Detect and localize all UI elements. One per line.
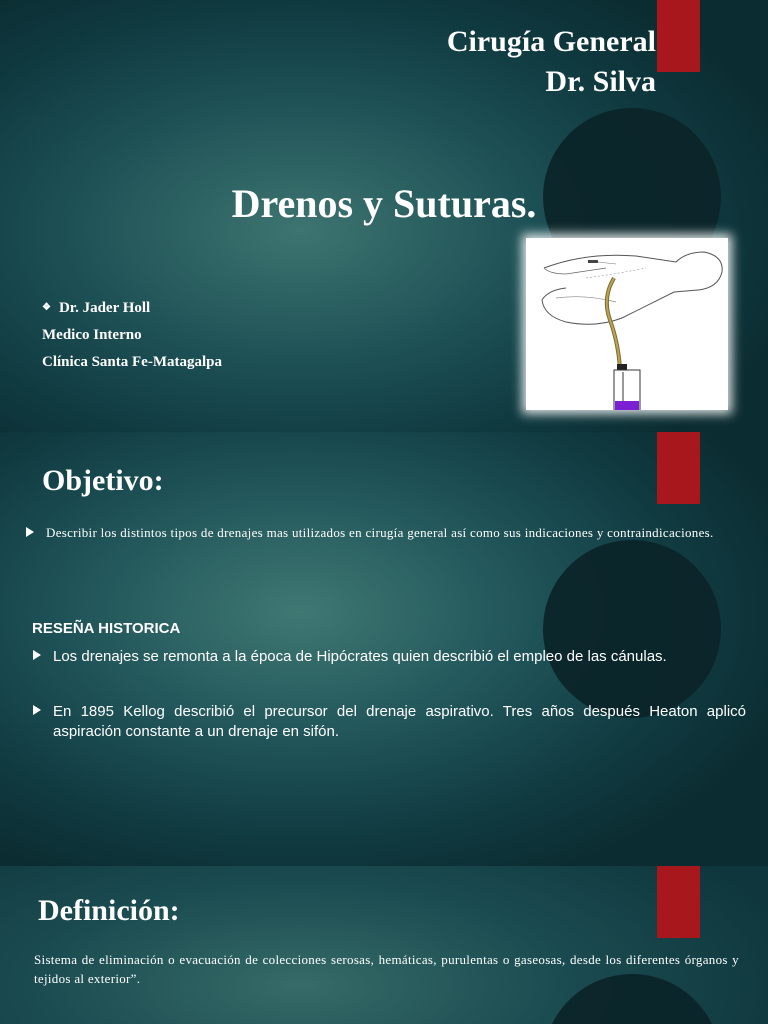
objective-text: Describir los distintos tipos de drenajes mas utilizados en cirugía general así como sus indicaciones y contraindicaciones. xyxy=(46,525,714,540)
history-heading: RESEÑA HISTORICA xyxy=(32,620,181,637)
author-institution: Clínica Santa Fe-Matagalpa xyxy=(42,354,222,370)
author-line xyxy=(42,294,222,322)
decorative-circle xyxy=(543,540,721,718)
definition-slide xyxy=(0,866,768,1024)
accent-bar xyxy=(657,0,700,72)
history-item: En 1895 Kellog describió el precursor del drenaje aspirativo. Tres años después Heaton aplicó aspiración constante a un drenaje en sifón. xyxy=(53,703,746,740)
author-role: Medico Interno xyxy=(42,327,142,343)
bullet-arrow-icon xyxy=(33,705,41,715)
chest-drainage-icon xyxy=(526,238,728,410)
objective-slide xyxy=(0,432,768,866)
chest-drainage-figure xyxy=(526,238,728,410)
course-title: Cirugía General xyxy=(446,25,656,58)
definition-heading: Definición: xyxy=(38,894,180,927)
author-block xyxy=(42,294,222,376)
diamond-bullet-icon: ❖ xyxy=(42,302,51,313)
bullet-arrow-icon xyxy=(26,527,34,537)
history-item: Los drenajes se remonta a la época de Hipócrates quien describió el empleo de las cánulas. xyxy=(53,648,667,665)
objective-heading: Objetivo: xyxy=(42,464,164,497)
presentation-title: Drenos y Suturas. xyxy=(231,181,537,226)
title-slide xyxy=(0,0,768,432)
bullet-arrow-icon xyxy=(33,650,41,660)
definition-text: Sistema de eliminación o evacuación de colecciones serosas, hemáticas, purulentas o gaseosas, desde los diferentes órganos y tejidos al exterior”. xyxy=(34,952,739,986)
author-name: Dr. Jader Holl xyxy=(58,300,151,316)
instructor-name: Dr. Silva xyxy=(545,65,656,98)
accent-bar xyxy=(657,866,700,938)
accent-bar xyxy=(657,432,700,504)
